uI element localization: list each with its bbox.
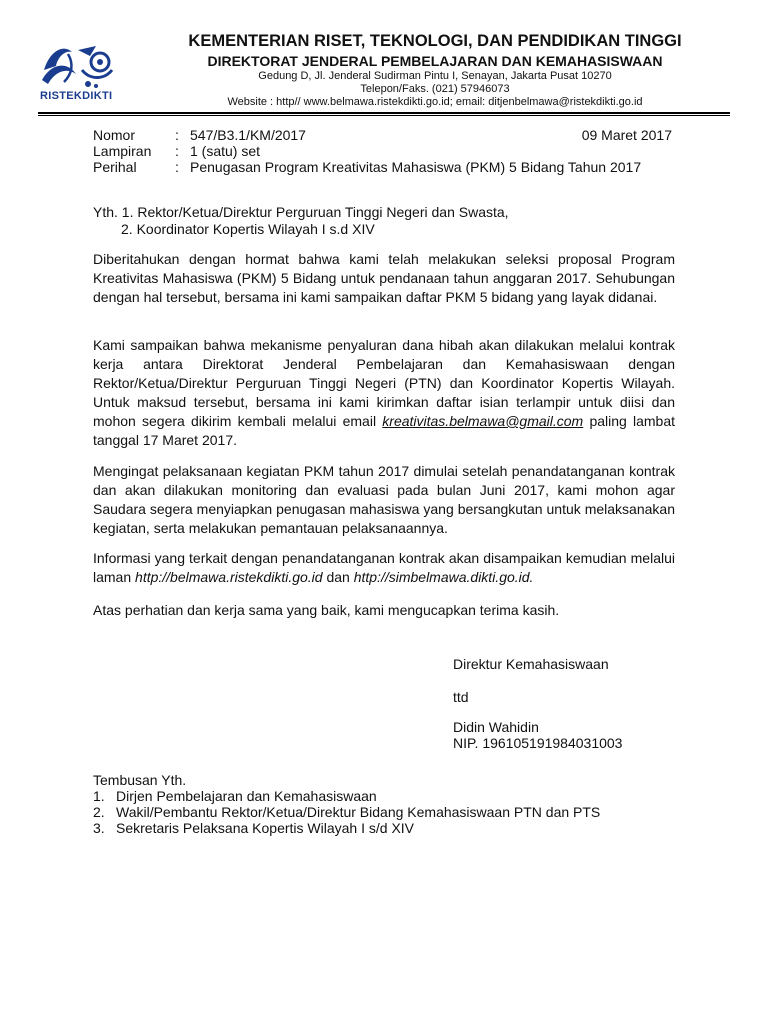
cc-item: Sekretaris Pelaksana Kopertis Wilayah I s/d XIV <box>116 820 415 836</box>
cc-heading: Tembusan Yth. <box>93 772 187 788</box>
logo-wordmark: RISTEKDIKTI <box>40 90 113 102</box>
perihal-label: Perihal <box>93 159 137 175</box>
ministry-title: KEMENTERIAN RISET, TEKNOLOGI, DAN PENDIDIKAN TINGGI <box>188 32 682 50</box>
colon: : <box>175 159 179 175</box>
paragraph-2-tail: paling lambat tanggal 17 Maret 2017. <box>93 413 676 448</box>
paragraph-2-text: Kami sampaikan bahwa mekanisme penyaluran dana hibah akan dilakukan melalui kontrak kerja antara Direktorat Jenderal Pembelajaran dan Kemahasiswaan dengan Rektor/Ketua/Direktur Perguruan Tinggi Negeri (PTN) dan Koordinator Kopertis Wilayah. Untuk maksud tersebut, bersama ini kami kirimkan daftar isian terlampir untuk diisi dan mohon segera dikirim kembali melalui email <box>93 337 675 429</box>
signer-nip: NIP. 196105191984031003 <box>453 735 623 751</box>
directorate-title: DIREKTORAT JENDERAL PEMBELAJARAN DAN KEMAHASISWAAN <box>207 53 663 69</box>
addressee-line-2: 2. Koordinator Kopertis Wilayah I s.d XIV <box>121 221 375 237</box>
colon: : <box>175 143 179 159</box>
address-line: Gedung D, Jl. Jenderal Sudirman Pintu I, Senayan, Jakarta Pusat 10270 <box>258 70 612 82</box>
cc-number: 3. <box>93 820 105 836</box>
cc-number: 2. <box>93 804 105 820</box>
belmawa-link[interactable]: http://belmawa.ristekdikti.go.id <box>135 569 323 585</box>
paragraph-3: Mengingat pelaksanaan kegiatan PKM tahun 2017 dimulai setelah penandatanganan kontrak dan akan dilakukan monitoring dan evaluasi pada bulan Juni 2017, kami mohon agar Saudara segera menyiapkan penugasan mahasiswa yang bersangkutan untuk melaksanakan kegiatan, serta melakukan pemantauan pelaksanaannya. <box>93 463 675 536</box>
letter-date: 09 Maret 2017 <box>581 127 672 143</box>
addressee-line-1: Yth. 1. Rektor/Ketua/Direktur Perguruan Tinggi Negeri dan Swasta, <box>93 204 509 220</box>
ristekdikti-emblem-icon <box>38 40 124 96</box>
email-link[interactable]: kreativitas.belmawa@gmail.com <box>382 413 584 429</box>
colon: : <box>175 127 179 143</box>
website-line: Website : http// www.belmawa.ristekdikti.go.id; email: ditjenbelmawa@ristekdikti.go.id <box>227 96 643 108</box>
nomor-value: 547/B3.1/KM/2017 <box>190 127 306 143</box>
phone-line: Telepon/Faks. (021) 57946073 <box>360 83 510 95</box>
nomor-label: Nomor <box>93 127 136 143</box>
signature-ttd: ttd <box>453 689 469 705</box>
paragraph-4 <box>93 549 675 587</box>
signer-title: Direktur Kemahasiswaan <box>453 656 609 672</box>
paragraph-4-and: dan <box>326 569 350 585</box>
paragraph-2 <box>93 336 675 450</box>
simbelmawa-link[interactable]: http://simbelmawa.dikti.go.id. <box>353 569 534 585</box>
cc-item: Wakil/Pembantu Rektor/Ketua/Direktur Bidang Kemahasiswaan PTN dan PTS <box>116 804 601 820</box>
header-rule-thin <box>38 115 730 116</box>
perihal-value: Penugasan Program Kreativitas Mahasiswa (PKM) 5 Bidang Tahun 2017 <box>190 159 642 175</box>
lampiran-value: 1 (satu) set <box>190 143 261 159</box>
cc-number: 1. <box>93 788 105 804</box>
paragraph-1: Diberitahukan dengan hormat bahwa kami telah melakukan seleksi proposal Program Kreativitas Mahasiswa (PKM) 5 Bidang untuk pendanaan tahun anggaran 2017. Sehubungan dengan hal tersebut, bersama ini kami sampaikan daftar PKM 5 bidang yang layak didanai. <box>93 251 675 305</box>
paragraph-4-text: Informasi yang terkait dengan penandatanganan kontrak akan disampaikan kemudian melalui laman <box>93 550 675 585</box>
signer-name: Didin Wahidin <box>453 719 539 735</box>
header-rule <box>38 112 730 114</box>
cc-item: Dirjen Pembelajaran dan Kemahasiswaan <box>116 788 377 804</box>
lampiran-label: Lampiran <box>93 143 152 159</box>
closing-line: Atas perhatian dan kerja sama yang baik, kami mengucapkan terima kasih. <box>93 602 560 618</box>
